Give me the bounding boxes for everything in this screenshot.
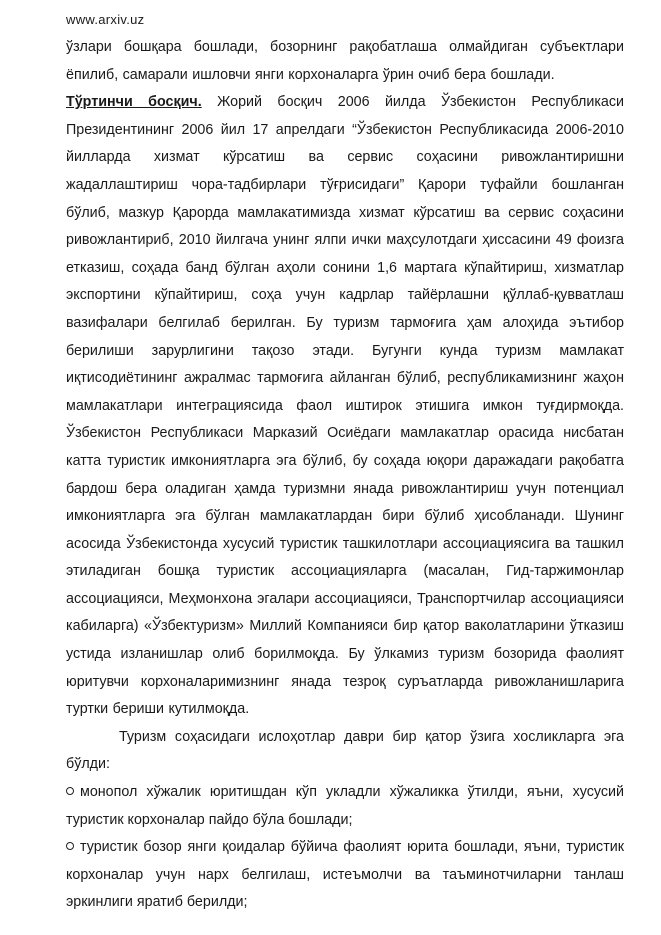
paragraph-intro: ўзлари бошқара бошлади, бозорнинг рақобатлаша олмайдиган субъектлари ёпилиб, самарали ишловчи янги корхоналарга ўрин очиб бера бошлади. <box>66 39 624 83</box>
bullet-text: туристик бозор янги қоидалар бўйича фаолият юрита бошлади, яъни, туристик корхоналар учун нарх белгилаш, истеъмолчи ва таъминотчиларни танлаш эркинлиги яратиб берилди; <box>66 839 624 911</box>
bullet-item <box>66 834 624 917</box>
paragraph-fourth-stage-body: Жорий босқич 2006 йилда Ўзбекистон Республикаси Президентининг 2006 йил 17 апрелдаги “Ўзбекистон Республикасида 2006-2010 йилларда хизмат кўрсатиш ва сервис соҳасини ривожлантиришни жадаллаштириш чора-тадбирлари тўғрисидаги” Қарори туфайли бошланган бўлиб, мазкур Қарорда мамлакатимизда хизмат кўрсатиш ва сервис соҳасини ривожлантириб, 2010 йилгача унинг ялпи ички маҳсулотдаги ҳиссасини 49 фоизга етказиш, соҳада банд бўлган аҳоли сонини 1,6 мартага кўпайтириш, хизматлар экспортини кўпайтириш, соҳа учун кадрлар тайёрлашни қўллаб-қувватлаш вазифалари белгилаб берилган. Бу туризм тармоғига ҳам алоҳида эътибор берилиши зарурлигини тақозо этади. Бугунги кунда туризм мамлакат иқтисодиётининг ажралмас тармоғига айланган бўлиб, республикамизнинг жаҳон мамлакатлари интеграциясида фаол иштирок этишига имкон туғдирмоқда. Ўзбекистон Республикаси Марказий Осиёдаги мамлакатлар орасида нисбатан катта туристик имкониятларга эга бўлиб, бу соҳада юқори даражадаги рақобатга бардош бера оладиган ҳамда туризмни янада ривожлантириш учун потенциал имкониятларга эга бўлган мамлакатлардан бири бўлиб ҳисобланади. Шунинг асосида Ўзбекистонда хусусий туристик ташкилотлари ассоциациясига ва ташкил этиладиган бошқа туристик ассоциацияларга (масалан, Гид-таржимонлар ассоциацияси, Меҳмонхона эгалари ассоциацияси, Транспортчилар ассоциацияси кабиларга) «Ўзбектуризм» Миллий Компанияси бир қатор ваколатларини ўтказиш устида изланишлар олиб борилмоқда. Бу ўлкамиз туризм бозорида фаолият юритувчи корхоналаримизнинг янада тезроқ суръатларда ривожланишларига туртки бериши кутилмоқда. <box>66 94 624 718</box>
bullet-text: монопол хўжалик юритишдан кўп укладли хўжаликка ўтилди, яъни, хусусий туристик корхоналар пайдо бўла бошлади; <box>66 784 624 828</box>
paragraph-reforms-intro: Туризм соҳасидаги ислоҳотлар даври бир қатор ўзига хосликларга эга бўлди: <box>66 728 624 773</box>
site-url: www.arxiv.uz <box>66 12 145 27</box>
bullet-item <box>66 779 624 834</box>
paragraph-fourth-stage <box>66 89 624 724</box>
section-heading-fourth-stage: Тўртинчи босқич. <box>66 94 202 111</box>
bullet-icon <box>66 842 74 850</box>
bullet-icon <box>66 787 74 795</box>
